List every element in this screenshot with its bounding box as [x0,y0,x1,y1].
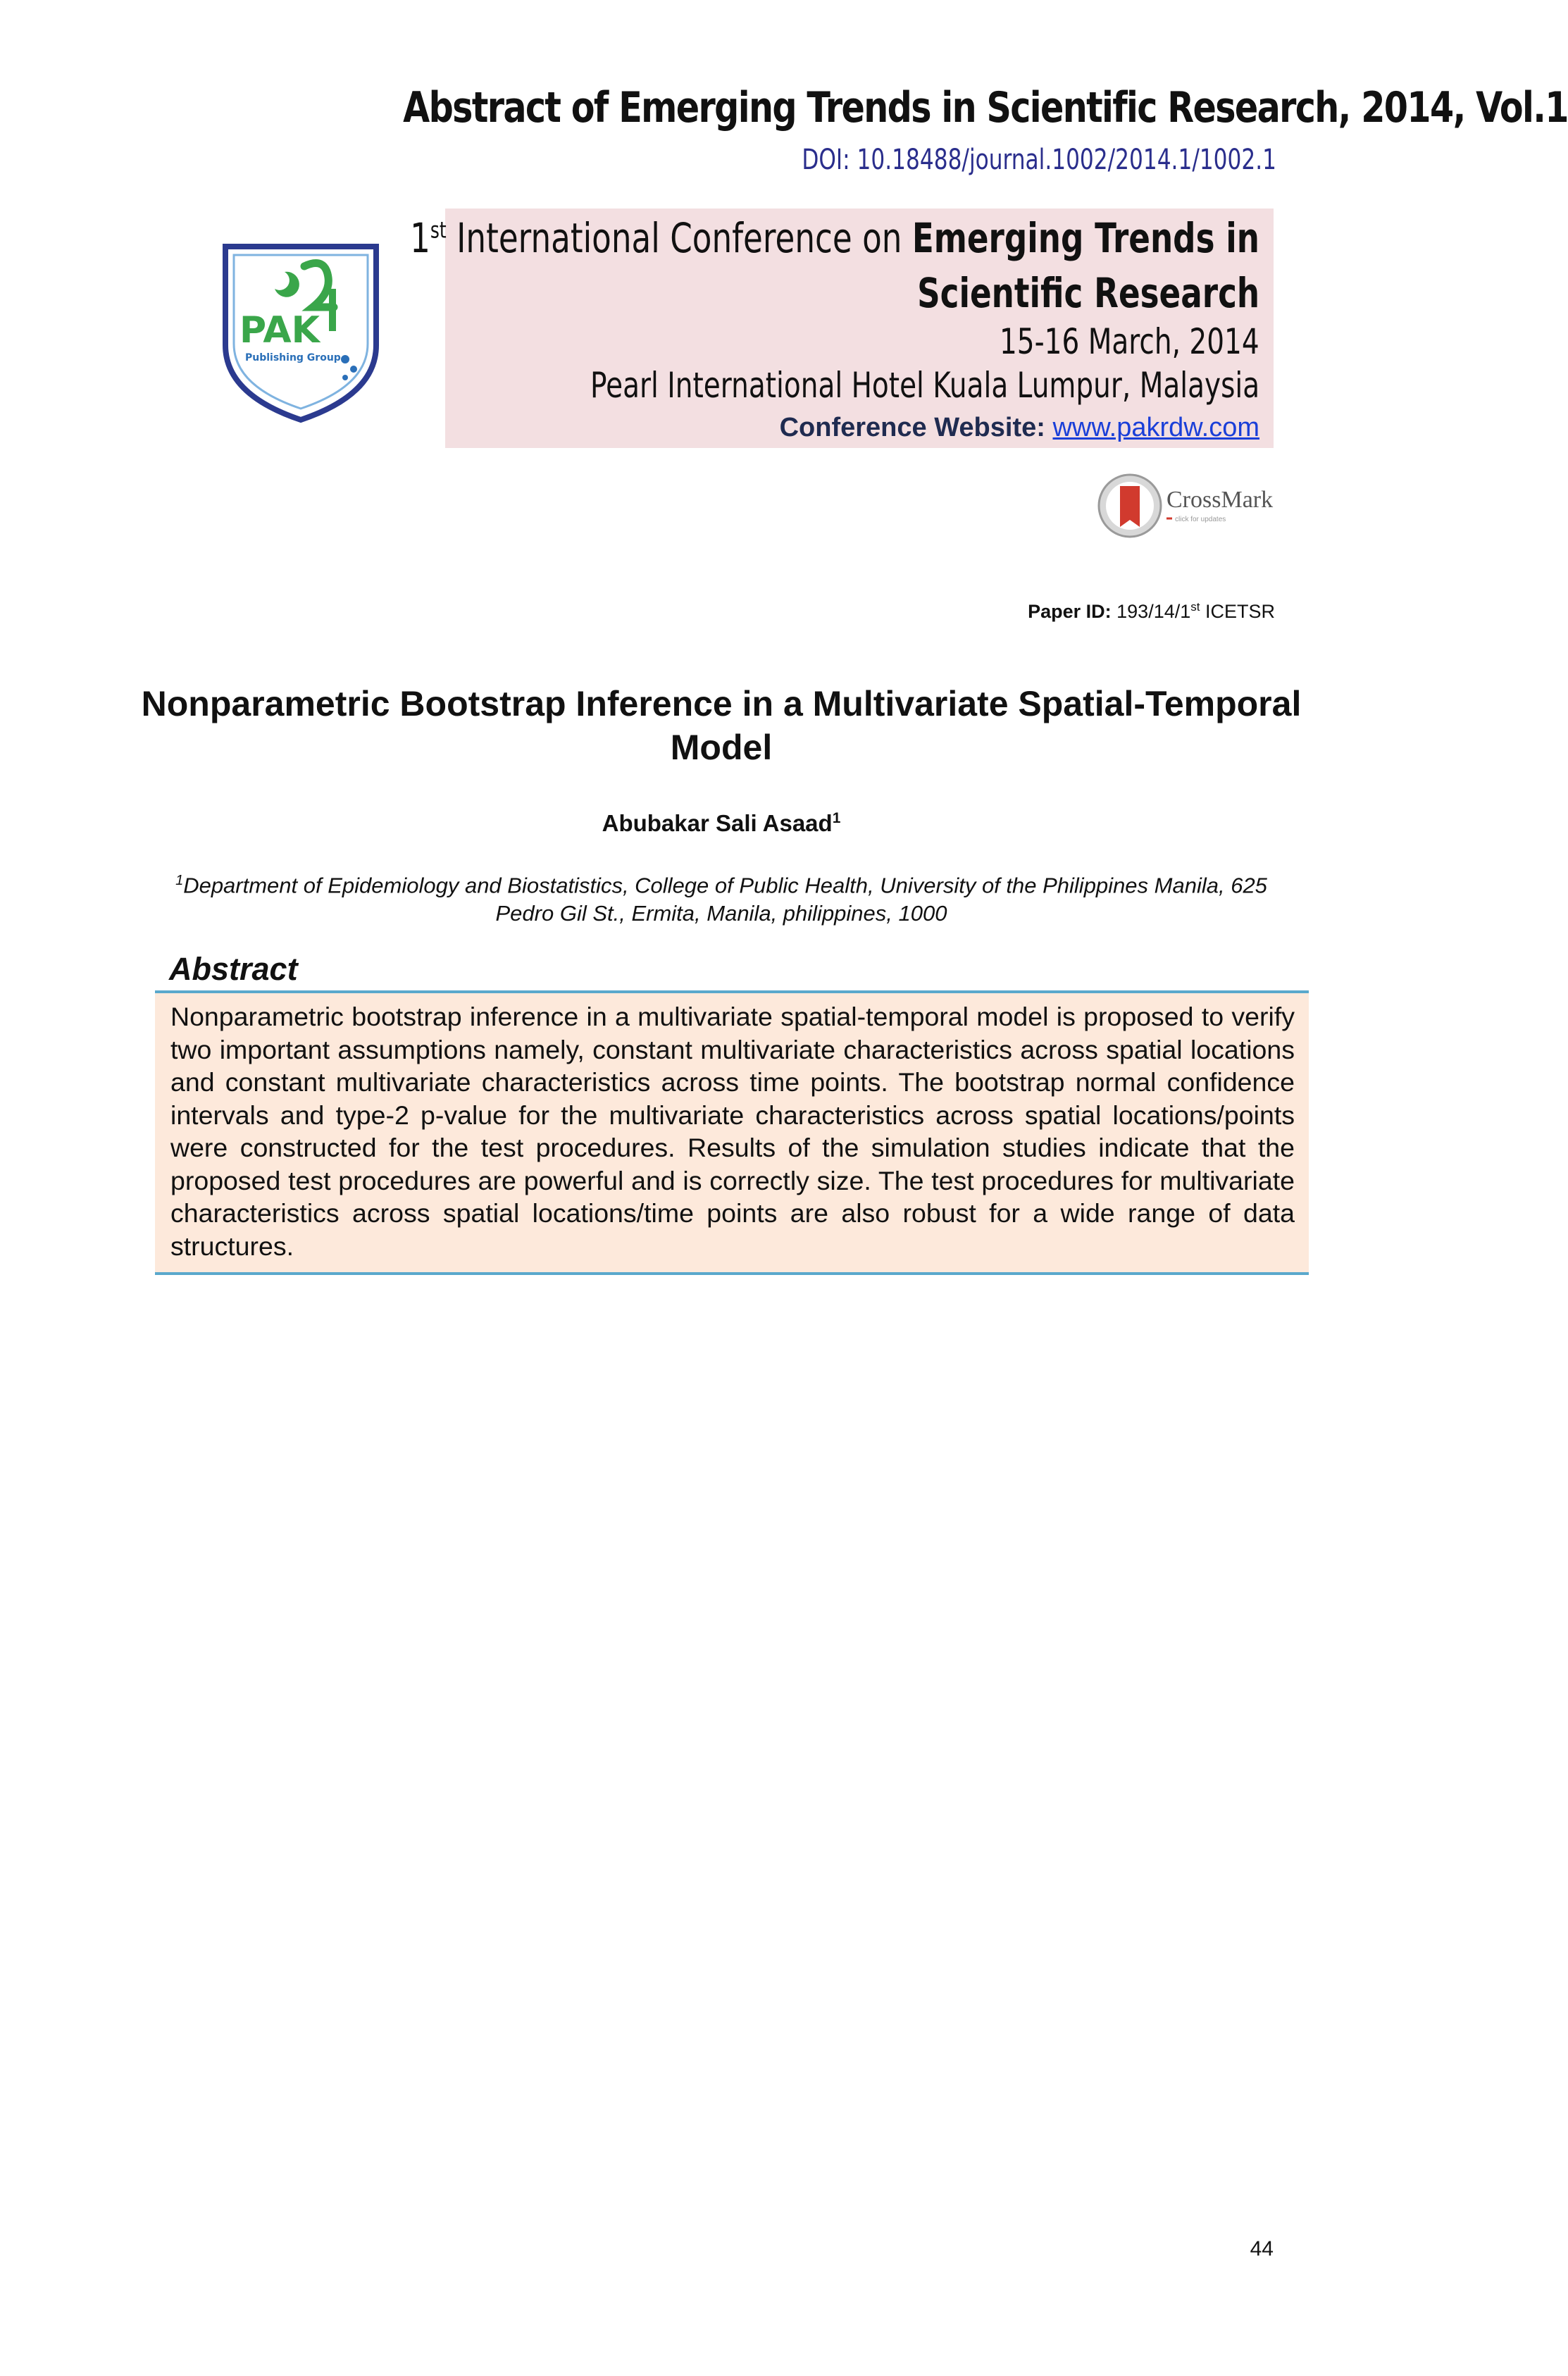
logo-text: PAK [239,309,320,352]
crossmark-sublabel: click for updates [1175,516,1226,523]
paper-id-sup: st [1190,600,1200,614]
abstract-box [155,990,1309,1275]
author [127,810,1316,837]
abstract-text: Nonparametric bootstrap inference in a multivariate spatial-temporal model is proposed to verify two important assumptions namely, constant multivariate characteristics across spatial locations and constant multivariate characteristics across time points. The bootstrap normal confidence intervals and type-2 p-value for the multivariate characteristics across spatial locations/points were constructed for the test procedures. Results of the simulation studies indicate that the proposed test procedures are powerful and is correctly size. The test procedures for multivariate characteristics across spatial locations/time points are also robust for a wide range of data structures. [170,1002,1295,1261]
conference-website-label: Conference Website: [779,413,1053,442]
author-name: Abubakar Sali Asaad [602,810,833,836]
paper-id-value: 193/14/1 [1111,601,1191,622]
conference-dates: 15-16 March, 2014 [1000,321,1259,362]
crossmark-badge[interactable] [1096,471,1276,541]
journal-title: Abstract of Emerging Trends in Scientific Research, 2014, Vol.1 [403,83,1568,132]
conference-info-box [410,209,1274,448]
paper-id-label: Paper ID: [1028,601,1112,622]
paper-id [775,600,1275,623]
conference-venue: Pearl International Hotel Kuala Lumpur, Malaysia [590,365,1259,406]
paper-id-suffix: ICETSR [1200,601,1275,622]
affiliation [155,866,1288,928]
conference-website [780,413,1259,443]
page-number: 44 [1250,2237,1274,2260]
author-affiliation-mark: 1 [832,810,841,826]
conference-website-link[interactable]: www.pakrdw.com [1052,413,1259,442]
affiliation-mark: 1 [175,873,184,888]
crossmark-label: CrossMark [1166,487,1274,513]
paper-title: Nonparametric Bootstrap Inference in a Multivariate Spatial-Temporal Model [141,684,1302,767]
conference-ordinal-suffix: st [430,216,447,244]
conference-name-line2: Scientific Research [916,269,1259,317]
logo-subtext: Publishing Group [245,352,341,363]
conference-name-line1 [410,214,1259,262]
conference-name-bold: Emerging Trends in [911,214,1259,262]
conference-name-normal: International Conference on [446,214,912,262]
affiliation-text: Department of Epidemiology and Biostatistics, College of Public Health, University of the Philippines Manila, 625 Pedro Gil St., Ermita, Manila, philippines, 1000 [183,873,1267,926]
crossmark-icon [1096,471,1276,541]
pak-publishing-logo [220,240,382,424]
shield-logo-icon [220,240,382,424]
conference-ordinal: 1 [410,214,430,262]
doi-link[interactable]: DOI: 10.18488/journal.1002/2014.1/1002.1 [802,144,1276,176]
abstract-heading: Abstract [169,951,298,987]
